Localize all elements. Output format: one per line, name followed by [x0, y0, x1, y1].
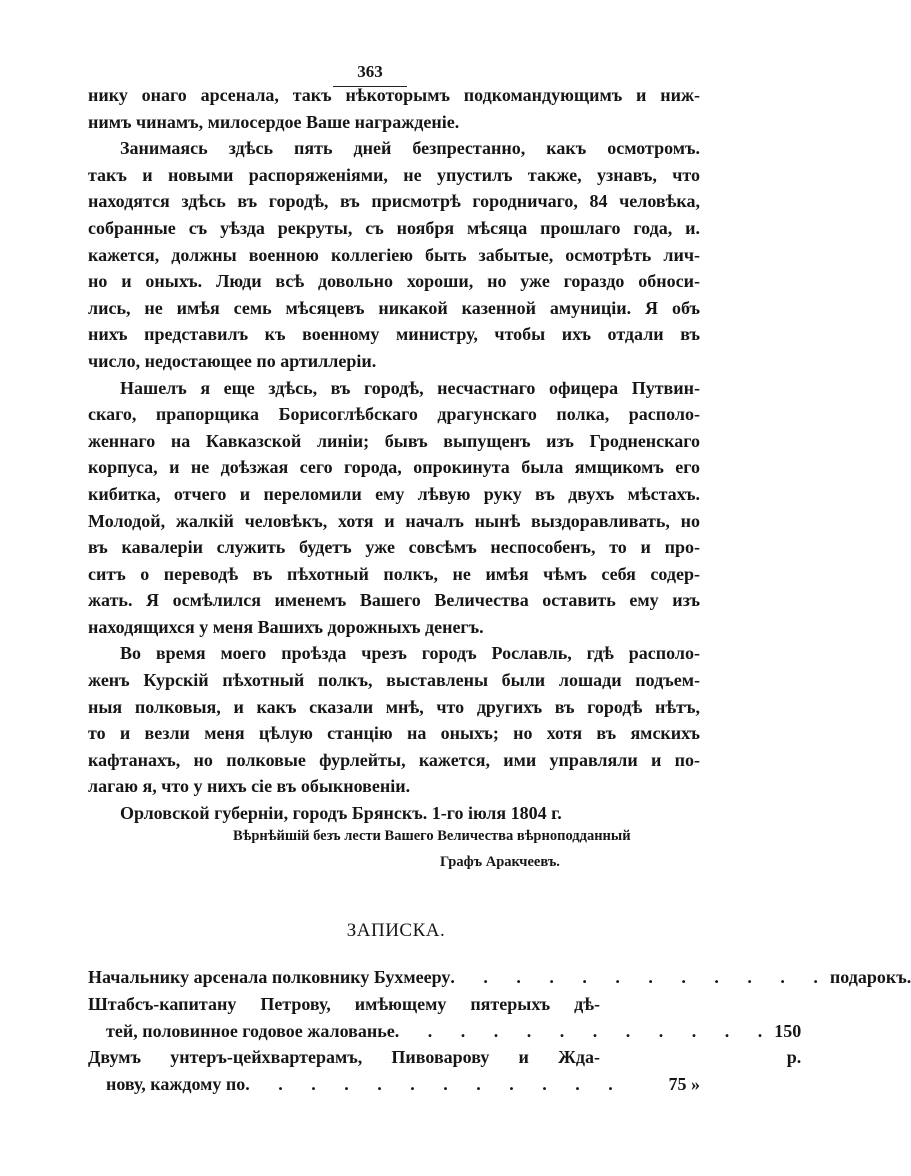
leader-dots: . . . . . . . . . . . . — [245, 1074, 625, 1095]
text-line: въ кавалеріи служить будетъ уже совсѣмъ неспособенъ, то и про- — [88, 537, 700, 558]
text-line: Занимаясь здѣсь пять дней безпрестанно, какъ осмотромъ. — [120, 138, 700, 159]
text-line: Молодой, жалкій человѣкъ, хотя и началъ нынѣ выздоравливать, но — [88, 510, 700, 531]
text-line: Орловской губерніи, городъ Брянскъ. 1-го іюля 1804 г. — [120, 803, 562, 824]
text-line: лись, не имѣя семь мѣсяцевъ никакой казенной амуниціи. Я объ — [88, 297, 700, 318]
paragraph — [88, 375, 700, 641]
text-line: женъ Курскій пѣхотный полкъ, выставлены были лошади подъем- — [88, 670, 700, 691]
paragraph — [88, 800, 700, 827]
page-number: 363 — [357, 62, 383, 81]
note-item — [88, 964, 911, 991]
note-item — [88, 1044, 700, 1098]
signature-closing: Вѣрнѣйшій безъ лести Вашего Величества вѣрноподданный — [233, 828, 631, 844]
note-item-text: тей, половинное годовое жалованье — [106, 1020, 395, 1041]
note-item-text: нову, каждому по — [106, 1074, 246, 1095]
text-line: Во время моего проѣзда чрезъ городъ Рославль, гдѣ располо- — [120, 643, 700, 664]
note-item-amount: подарокъ. — [829, 967, 911, 987]
signature-name: Графъ Аракчеевъ. — [440, 854, 560, 870]
text-line: то и везли меня цѣлую станцію на оныхъ; но хотя въ ямскихъ — [88, 723, 700, 744]
text-line: находящихся у меня Вашихъ дорожныхъ денегъ. — [88, 616, 484, 637]
note-item-amount: 150 р. — [774, 1020, 802, 1068]
note-item-text: Начальнику арсенала полковнику Бухмееру — [88, 967, 451, 987]
text-line: ныя полковыя, и какъ сказали мнѣ, что другихъ въ городѣ нѣтъ, — [88, 696, 700, 717]
text-line: но и оныхъ. Люди всѣ довольно хороши, но уже гораздо обноси- — [88, 271, 700, 292]
text-line: нику онаго арсенала, такъ нѣкоторымъ подкомандующимъ и ниж- — [88, 85, 700, 105]
text-line: нимъ чинамъ, милосердое Ваше награжденіе. — [88, 111, 460, 132]
text-line: число, недостающее по артиллеріи. — [88, 350, 377, 371]
text-line: Нашелъ я еще здѣсь, въ городѣ, несчастнаго офицера Путвин- — [120, 377, 700, 398]
text-line: такъ и новыми распоряженіями, не упустилъ также, узнавъ, что — [88, 164, 700, 185]
paragraph — [88, 82, 700, 135]
text-line: находятся здѣсь въ городѣ, въ присмотрѣ городничаго, 84 человѣка, — [88, 191, 700, 212]
text-line: скаго, прапорщика Борисоглѣбскаго драгунскаго полка, располо- — [88, 404, 700, 425]
text-line: кажется, должны военною коллегіею быть забытые, осмотрѣть лич- — [88, 244, 700, 265]
letter-body — [88, 82, 700, 827]
text-line: ситъ о переводѣ въ пѣхотный полкъ, не имѣя чѣмъ себя содер- — [88, 563, 700, 584]
leader-dots: . . . . . . . . . . . . — [394, 1020, 775, 1041]
text-line: кибитка, отчего и переломили ему лѣвую руку въ двухъ мѣстахъ. — [88, 483, 700, 504]
paragraph — [88, 640, 700, 800]
leader-dots: . . . . . . . . . . . . — [450, 967, 830, 987]
note-title: ЗАПИСКА. — [346, 920, 446, 941]
text-line: лагаю я, что у нихъ сіе въ обыкновеніи. — [88, 776, 411, 797]
text-line: нихъ представилъ къ военному министру, чтобы ихъ отдали въ — [88, 324, 700, 345]
text-line: собранные съ уѣзда рекруты, съ ноября мѣсяца прошлаго года, и. — [88, 217, 700, 238]
note-item-text: Двумъ унтеръ-цейхвартерамъ, Пивоварову и Жда- — [88, 1047, 600, 1068]
text-line: женнаго на Кавказской линіи; бывъ выпущенъ изъ Гродненскаго — [88, 430, 700, 451]
text-line: кафтанахъ, но полковые фурлейты, кажется, ими управляли и по- — [88, 749, 700, 770]
text-line: корпуса, и не доѣзжая сего города, опрокинута была ямщикомъ его — [88, 457, 700, 478]
note-list — [88, 964, 911, 1098]
text-line: жать. Я осмѣлился именемъ Вашего Величества оставить ему изъ — [88, 590, 700, 611]
paragraph — [88, 135, 700, 374]
note-item-amount: 75 » — [668, 1074, 700, 1095]
note-item-text: Штабсъ-капитану Петрову, имѣющему пятерыхъ дѣ- — [88, 993, 600, 1014]
